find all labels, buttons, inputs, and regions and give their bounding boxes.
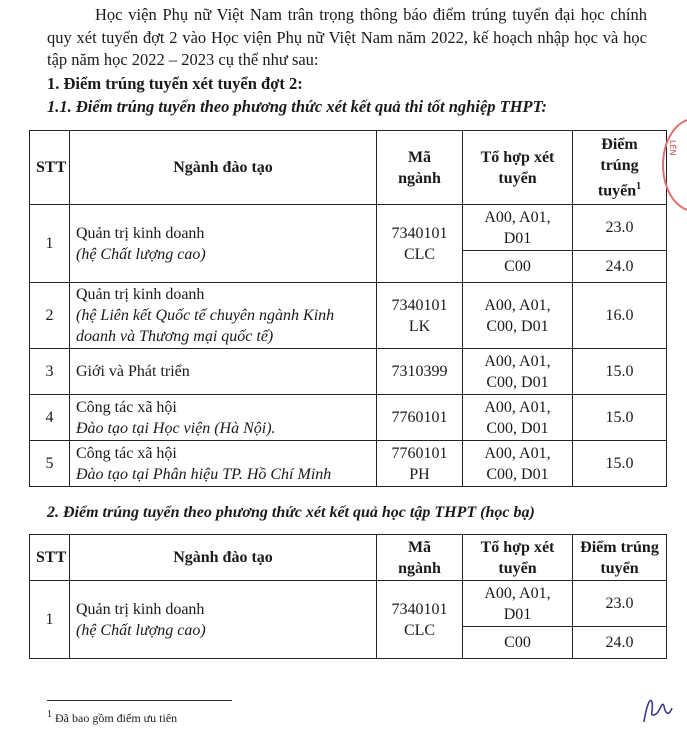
row-program: Giới và Phát triển (70, 349, 377, 395)
row-combination: A00, A01, D01 (463, 205, 573, 251)
footnote: $^1$ Đã bao gồm điểm ưu tiên (47, 709, 178, 725)
row-combination: A00, A01, C00, D01 (463, 349, 573, 395)
header-to-hop: Tổ hợp xét tuyển (463, 131, 573, 205)
row-combination: A00, A01, C00, D01 (463, 441, 573, 487)
intro-paragraph: Học viện Phụ nữ Việt Nam trân trọng thông báo điểm trúng tuyển đại học chính quy xét tuyển đợt 2 vào Học viện Phụ nữ Việt Nam năm 2022, kế hoạch nhập học và học tập năm học 2022 – 2023 cụ thể như sau: (47, 5, 647, 69)
row-score: 24.0 (573, 627, 667, 659)
row-code: 7340101 CLC (377, 581, 463, 659)
row-program: Quản trị kinh doanh (hệ Liên kết Quốc tế chuyên ngành Kinh doanh và Thương mại quốc tế) (70, 283, 377, 349)
table-header-row (30, 131, 667, 205)
table-row (30, 441, 667, 487)
admission-scores-table-2 (29, 534, 667, 659)
stamp-text: LÊN (668, 140, 677, 156)
header-diem: Điểm trúng tuyển$^1$ (573, 131, 667, 205)
header-nganh: Ngành đào tạo (70, 131, 377, 205)
table-row (30, 581, 667, 627)
row-score: 15.0 (573, 349, 667, 395)
row-score: 16.0 (573, 283, 667, 349)
row-score: 23.0 (573, 205, 667, 251)
row-code: 7340101 CLC (377, 205, 463, 283)
row-stt: 5 (30, 441, 70, 487)
row-combination: C00 (463, 251, 573, 283)
row-score: 15.0 (573, 441, 667, 487)
row-score: 23.0 (573, 581, 667, 627)
row-code: 7340101 LK (377, 283, 463, 349)
header-diem: Điểm trúng tuyển (573, 535, 667, 581)
row-score: 24.0 (573, 251, 667, 283)
row-code: 7310399 (377, 349, 463, 395)
header-nganh: Ngành đào tạo (70, 535, 377, 581)
row-code: 7760101 PH (377, 441, 463, 487)
header-stt: STT (30, 535, 70, 581)
row-stt: 1 (30, 581, 70, 659)
table-row (30, 349, 667, 395)
row-program: Quản trị kinh doanh (hệ Chất lượng cao) (70, 581, 377, 659)
section-2-heading: 2. Điểm trúng tuyển theo phương thức xét kết quả học tập THPT (học bạ) (47, 504, 535, 521)
row-combination: A00, A01, C00, D01 (463, 395, 573, 441)
section-1-1-heading: 1.1. Điểm trúng tuyển theo phương thức xét kết quả thi tốt nghiệp THPT: (47, 97, 547, 116)
table-header-row (30, 535, 667, 581)
row-combination: C00 (463, 627, 573, 659)
footnote-divider (47, 700, 232, 701)
admission-scores-table-1 (29, 130, 667, 487)
row-program: Quản trị kinh doanh (hệ Chất lượng cao) (70, 205, 377, 283)
section-1-heading: 1. Điểm trúng tuyển xét tuyển đợt 2: (47, 74, 303, 93)
header-ma-nganh: Mã ngành (377, 535, 463, 581)
row-stt: 4 (30, 395, 70, 441)
row-program: Công tác xã hội Đào tạo tại Phân hiệu TP. Hồ Chí Minh (70, 441, 377, 487)
table-row (30, 283, 667, 349)
header-stt: STT (30, 131, 70, 205)
row-stt: 3 (30, 349, 70, 395)
row-stt: 2 (30, 283, 70, 349)
row-code: 7760101 (377, 395, 463, 441)
row-score: 15.0 (573, 395, 667, 441)
header-to-hop: Tổ hợp xét tuyển (463, 535, 573, 581)
header-ma-nganh: Mã ngành (377, 131, 463, 205)
row-combination: A00, A01, D01 (463, 581, 573, 627)
row-program: Công tác xã hội Đào tạo tại Học viện (Hà Nội). (70, 395, 377, 441)
row-combination: A00, A01, C00, D01 (463, 283, 573, 349)
table-row (30, 395, 667, 441)
signature-initials (638, 688, 678, 728)
table-row (30, 205, 667, 251)
row-stt: 1 (30, 205, 70, 283)
